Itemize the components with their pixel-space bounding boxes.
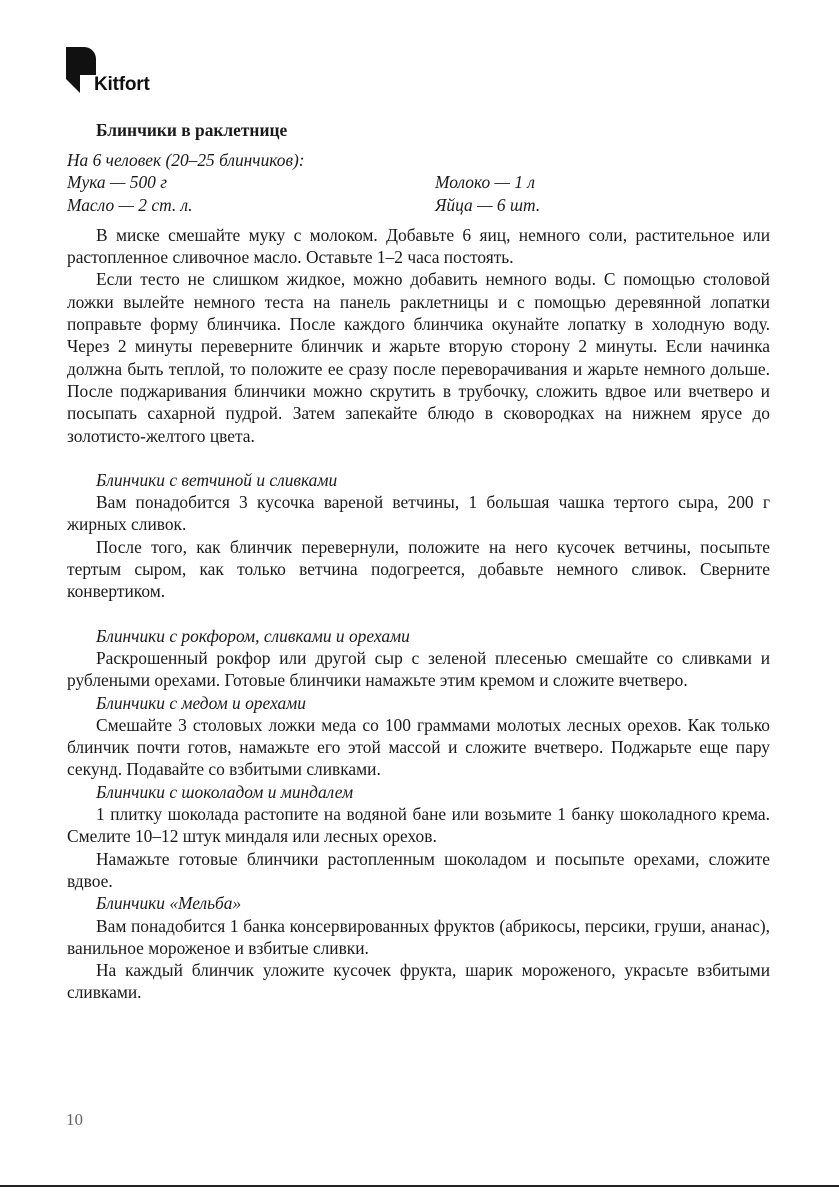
recipe-heading: Блинчики с рокфором, сливками и орехами [96, 625, 410, 646]
recipe-heading: Блинчики с медом и орехами [96, 692, 306, 713]
ingredient-flour: Мука — 500 г [67, 172, 167, 193]
kitfort-logo-icon [66, 47, 96, 93]
paragraph: Намажьте готовые блинчики растопленным шоколадом и посыпьте орехами, сложите вдвое. [67, 848, 770, 891]
bottom-rule [0, 1185, 839, 1187]
paragraph: После того, как блинчик перевернули, положите на него кусочек ветчины, посыпьте тертым сыром, как только ветчина подогреется, добавьте немного сливок. Сверните конвертиком. [67, 536, 770, 602]
ingredient-eggs: Яйца — 6 шт. [435, 194, 541, 215]
paragraph: На каждый блинчик уложите кусочек фрукта, шарик мороженого, украсьте взбитыми сливками. [67, 960, 770, 1003]
paragraph: В миске смешайте муку с молоком. Добавьте 6 яиц, немного соли, растительное или растопленное сливочное масло. Оставьте 1–2 часа постоять. [67, 224, 770, 268]
recipe-heading: Блинчики с ветчиной и сливками [96, 469, 338, 490]
recipe-heading: Блинчики «Мельба» [96, 893, 242, 914]
paragraph: 1 плитку шоколада растопите на водяной бане или возьмите 1 банку шоколадного крема. Смелите 10–12 штук миндаля или лесных орехов. [67, 804, 770, 847]
recipe-title: Блинчики в раклетнице [96, 120, 288, 140]
servings-line: На 6 человек (20–25 блинчиков): [67, 150, 305, 170]
brand-name: Kitfort [94, 74, 150, 95]
page-content [67, 119, 770, 1004]
brand-logo [66, 47, 166, 107]
paragraph: Вам понадобится 3 кусочка вареной ветчины, 1 большая чашка тертого сыра, 200 г жирных сливок. [67, 492, 770, 535]
paragraph: Вам понадобится 1 банка консервированных фруктов (абрикосы, персики, груши, ананас), ванильное мороженое и взбитые сливки. [67, 915, 770, 958]
ingredient-butter: Масло — 2 ст. л. [67, 194, 193, 215]
recipe-heading: Блинчики с шоколадом и миндалем [96, 781, 354, 802]
paragraph: Смешайте 3 столовых ложки меда со 100 граммами молотых лесных орехов. Как только блинчик почти готов, намажьте его этой массой и сложите вчетверо. Поджарьте еще пару секунд. Подавайте со взбитыми сливками. [67, 714, 770, 780]
ingredients-row [67, 194, 770, 216]
paragraph: Раскрошенный рокфор или другой сыр с зеленой плесенью смешайте со сливками и рублеными орехами. Готовые блинчики намажьте этим кремом и сложите вчетверо. [67, 647, 770, 691]
ingredients-row [67, 171, 770, 193]
page-number: 10 [66, 1110, 83, 1129]
ingredient-milk: Молоко — 1 л [435, 172, 535, 193]
paragraph: Если тесто не слишком жидкое, можно добавить немного воды. С помощью столовой ложки вылейте немного теста на панель раклетницы и с помощью деревянной лопатки поправьте форму блинчика. После каждого блинчика окунайте лопатку в холодную воду. Через 2 минуты переверните блинчик и жарьте вторую сторону 2 минуты. Если начинка должна быть теплой, то положите ее сразу после переворачивания и жарьте немного дольше. После поджаривания блинчики можно скрутить в трубочку, сложить вдвое или вчетверо и посыпать сахарной пудрой. Затем запекайте блюдо в сковородках на нижнем ярусе до золотисто-желтого цвета. [67, 269, 770, 446]
